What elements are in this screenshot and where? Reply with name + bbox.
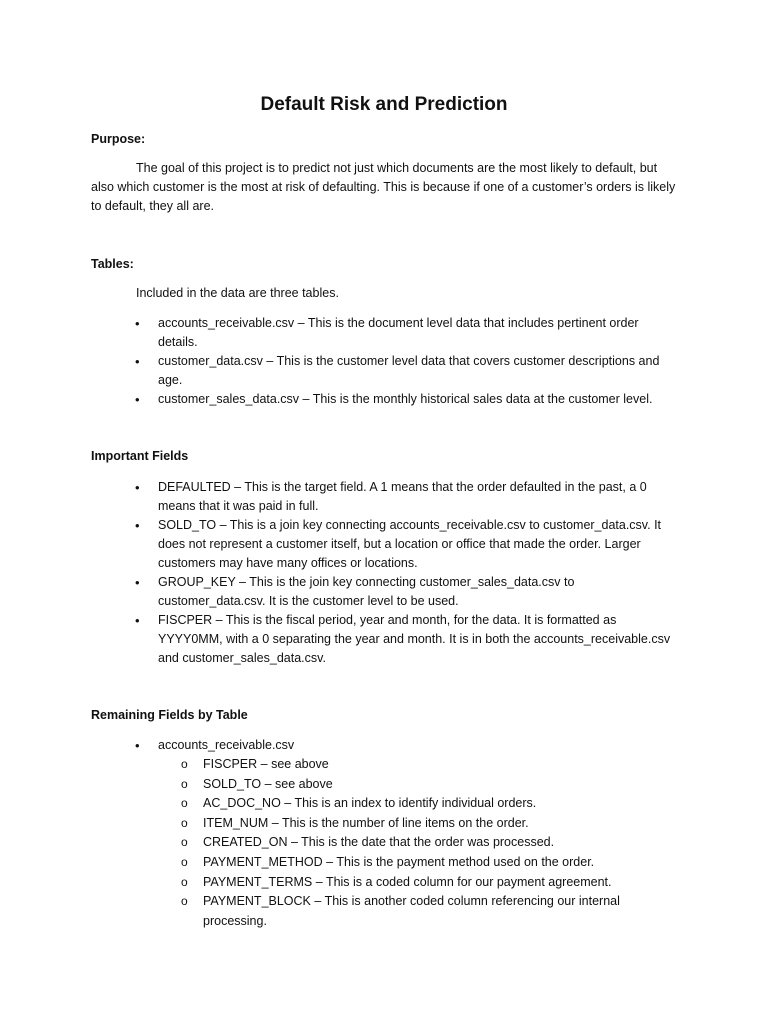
- document-title: Default Risk and Prediction: [260, 94, 508, 115]
- purpose-text: The goal of this project is to predict not just which documents are the most likely to default, but also which customer is the most at risk of defaulting. This is because if one of a customer’s orders is likely to default, they all are.: [91, 161, 676, 213]
- list-item: • accounts_receivable.csv: [136, 736, 681, 755]
- list-item: • SOLD_TO – This is a join key connecting accounts_receivable.csv to customer_data.csv. It does not represent a customer itself, but a location or office that made the order. Larger customers may have many offices or locations.: [136, 516, 681, 573]
- tables-intro: Included in the data are three tables.: [136, 286, 339, 300]
- list-item: • accounts_receivable.csv – This is the document level data that includes pertinent order details.: [136, 314, 681, 352]
- list-item: o ITEM_NUM – This is the number of line items on the order.: [181, 814, 681, 834]
- list-item: o SOLD_TO – see above: [181, 775, 681, 795]
- list-item: o PAYMENT_BLOCK – This is another coded column referencing our internal processing.: [181, 892, 681, 931]
- remaining-fields-heading: Remaining Fields by Table: [91, 708, 248, 722]
- purpose-paragraph: [91, 159, 681, 216]
- list-item: o PAYMENT_TERMS – This is a coded column for our payment agreement.: [181, 873, 681, 893]
- accounts-receivable-fields-list: [181, 755, 681, 931]
- tables-heading: Tables:: [91, 257, 134, 271]
- list-item: o CREATED_ON – This is the date that the order was processed.: [181, 833, 681, 853]
- list-item: • customer_data.csv – This is the customer level data that covers customer descriptions and age.: [136, 352, 681, 390]
- list-item: o PAYMENT_METHOD – This is the payment method used on the order.: [181, 853, 681, 873]
- important-fields-list: [136, 478, 681, 668]
- list-item: o FISCPER – see above: [181, 755, 681, 775]
- purpose-heading: Purpose:: [91, 132, 146, 146]
- important-fields-heading: Important Fields: [91, 449, 189, 463]
- tables-list: [136, 314, 681, 409]
- list-item: • FISCPER – This is the fiscal period, year and month, for the data. It is formatted as YYYY0MM, with a 0 separating the year and month. It is in both the accounts_receivable.csv and customer_sales_data.csv.: [136, 611, 681, 668]
- list-item: o AC_DOC_NO – This is an index to identify individual orders.: [181, 794, 681, 814]
- list-item: • DEFAULTED – This is the target field. A 1 means that the order defaulted in the past, a 0 means that it was paid in full.: [136, 478, 681, 516]
- list-item: • customer_sales_data.csv – This is the monthly historical sales data at the customer level.: [136, 390, 681, 409]
- remaining-fields-list: [136, 736, 681, 755]
- list-item: • GROUP_KEY – This is the join key connecting customer_sales_data.csv to customer_data.csv. It is the customer level to be used.: [136, 573, 681, 611]
